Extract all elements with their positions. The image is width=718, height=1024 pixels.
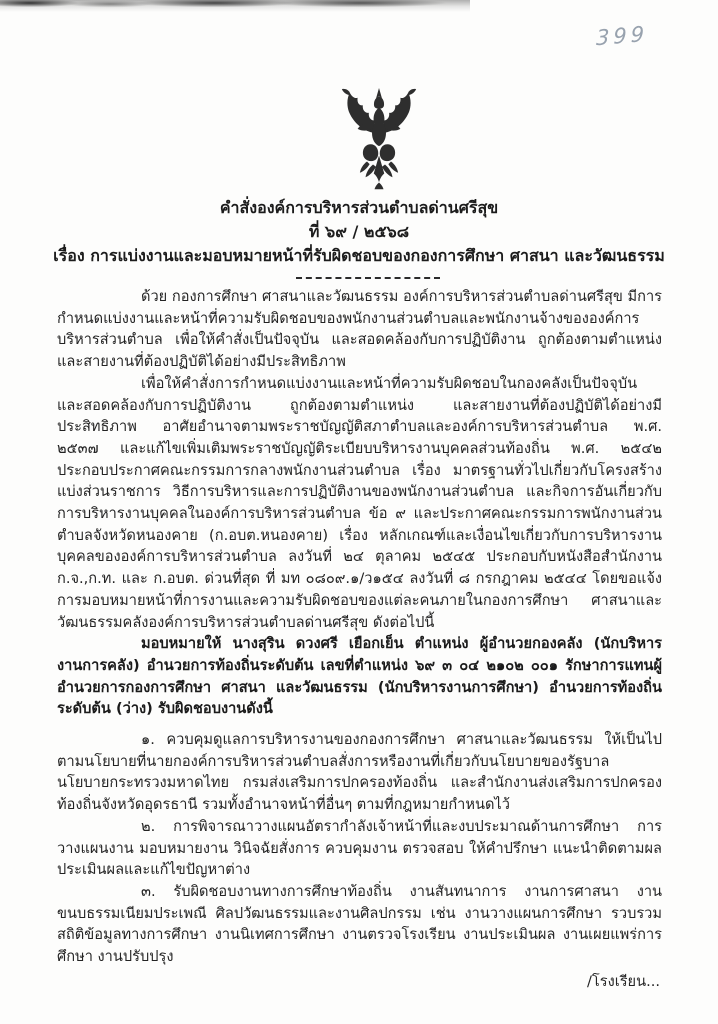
garuda-emblem-icon	[334, 86, 424, 192]
continuation-mark: /โรงเรียน...	[587, 972, 660, 990]
paragraph-authority: เพื่อให้คำสั่งการกำหนดแบ่งงานและหน้าที่ความรับผิดชอบในกองคลังเป็นปัจจุบัน และสอดคล้องกับการปฏิบัติงาน ถูกต้องตามตำแหน่ง และสายงานที่ต้องปฏิบัติได้อย่างมีประสิทธิภาพ อาศัยอำนาจตามพระราชบัญญัติสภาตำบลและองค์การบริหารส่วนตำบล พ.ศ. ๒๕๓๗ และแก้ไขเพิ่มเติมพระราชบัญญัติระเบียบบริหารงานบุคคลส่วนท้องถิ่น พ.ศ. ๒๕๔๒ ประกอบประกาศคณะกรรมการกลางพนักงานส่วนตำบล เรื่อง มาตรฐานทั่วไปเกี่ยวกับโครงสร้างแบ่งส่วนราชการ วิธีการบริหารและการปฏิบัติงานของพนักงานส่วนตำบล และกิจการอันเกี่ยวกับการบริหารงานบุคคลในองค์การบริหารส่วนตำบล ข้อ ๙ และประกาศคณะกรรมการพนักงานส่วนตำบลจังหวัดหนองคาย (ก.อบต.หนองคาย) เรื่อง หลักเกณฑ์และเงื่อนไขเกี่ยวกับการบริหารงานบุคคลขององค์การบริหารส่วนตำบล ลงวันที่ ๒๔ ตุลาคม ๒๕๔๕ ประกอบกับหนังสือสำนักงาน ก.จ.,ก.ท. และ ก.อบต. ด่วนที่สุด ที่ มท ๐๘๐๙.๑/ว๑๕๔ ลงวันที่ ๘ กรกฎาคม ๒๕๔๔ โดยขอแจ้งการมอบหมายหน้าที่การงานและความรับผิดชอบของแต่ละคนภายในกองการศึกษา ศาสนาและวัฒนธรรมคลังองค์การบริหารส่วนตำบลด่านศรีสุข ดังต่อไปนี้	[57, 374, 662, 631]
duty-item-1: ๑. ควบคุมดูแลการบริหารงานของกองการศึกษา ศาสนาและวัฒนธรรม ให้เป็นไปตามนโยบายที่นายกองค์การบริหารส่วนตำบลสั่งการหรืองานที่เกี่ยวกับนโยบายของรัฐบาล นโยบายกระทรวงมหาดไทย กรมส่งเสริมการปกครองท้องถิ่น และสำนักงานส่งเสริมการปกครองท้องถิ่นจังหวัดอุดรธานี รวมทั้งอำนาจหน้าที่อื่นๆ ตามที่กฎหมายกำหนดไว้	[57, 731, 662, 814]
handwritten-page-number: 399	[595, 21, 649, 51]
paragraph-assignment: มอบหมายให้ นางสุริน ดวงศรี เยือกเย็น ตำแหน่ง ผู้อำนวยกองคลัง (นักบริหารงานการคลัง) อำนวยการท้องถิ่นระดับต้น เลขที่ตำแหน่ง ๖๙ ๓ ๐๔ ๒๑๐๒ ๐๐๑ รักษาการแทนผู้อำนวยการกองการศึกษา ศาสนา และวัฒนธรรม (นักบริหารงานการศึกษา) อำนวยการท้องถิ่นระดับต้น (ว่าง) รับผิดชอบงานดังนี้	[57, 635, 662, 718]
order-subject: เรื่อง การแบ่งงานและมอบหมายหน้าที่รับผิดชอบของกองการศึกษา ศาสนา และวัฒนธรรม	[53, 246, 665, 265]
dashed-divider	[296, 277, 440, 279]
duty-item-3: ๓. รับผิดชอบงานทางการศึกษาท้องถิ่น งานสันทนาการ งานการศาสนา งานขนบธรรมเนียมประเพณี ศิลปวัฒนธรรมและงานศิลปกรรม เช่น งานวางแผนการศึกษา รวบรวมสถิติข้อมูลทางการศึกษา งานนิเทศการศึกษา งานตรวจโรงเรียน งานประเมินผล งานเผยแพร่การศึกษา งานปรับปรุง	[57, 882, 662, 966]
order-number: ที่ ๖๙ / ๒๕๖๘	[308, 222, 410, 241]
document-body	[0, 286, 718, 968]
order-title: คำสั่งองค์การบริหารส่วนตำบลด่านศรีสุข	[219, 198, 499, 217]
duty-item-2: ๒. การพิจารณาวางแผนอัตรากำลังเจ้าหน้าที่และงบประมาณด้านการศึกษา การวางแผนงาน มอบหมายงาน วินิจฉัยสั่งการ ควบคุมงาน ตรวจสอบ ให้คำปรึกษา แนะนำติดตามผลประเมินผลและแก้ไขปัญหาต่าง	[57, 817, 662, 879]
paragraph-preamble: ด้วย กองการศึกษา ศาสนาและวัฒนธรรม องค์การบริหารส่วนตำบลด่านศรีสุข มีการกำหนดแบ่งงานและหน้าที่ความรับผิดชอบของพนักงานส่วนตำบลและพนักงานจ้างขององค์การบริหารส่วนตำบล เพื่อให้คำสั่งเป็นปัจจุบัน และสอดคล้องกับการปฏิบัติงาน ถูกต้องตามตำแหน่ง และสายงานที่ต้องปฏิบัติได้อย่างมีประสิทธิภาพ	[57, 288, 662, 371]
scan-edge-artifact	[0, 0, 470, 12]
